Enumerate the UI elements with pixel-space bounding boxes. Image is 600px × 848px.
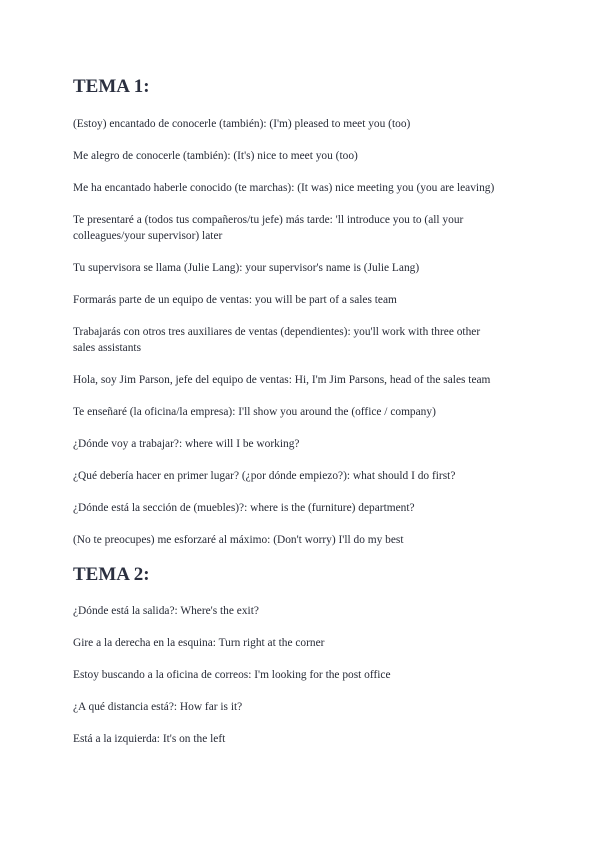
phrase-line: ¿Dónde voy a trabajar?: where will I be working? bbox=[73, 438, 300, 450]
phrase-line: Te enseñaré (la oficina/la empresa): I'll show you around the (office / company) bbox=[73, 406, 436, 418]
phrase-line: Te presentaré a (todos tus compañeros/tu jefe) más tarde: 'll introduce you to (all your bbox=[73, 214, 464, 226]
phrase-line: ¿Dónde está la sección de (muebles)?: where is the (furniture) department? bbox=[73, 502, 415, 514]
phrase-line: Hola, soy Jim Parson, jefe del equipo de ventas: Hi, I'm Jim Parsons, head of the sales team bbox=[73, 374, 491, 386]
phrase-line: Estoy buscando a la oficina de correos: I'm looking for the post office bbox=[73, 669, 391, 681]
phrase-line: Me alegro de conocerle (también): (It's) nice to meet you (too) bbox=[73, 150, 358, 162]
phrase-line: Trabajarás con otros tres auxiliares de ventas (dependientes): you'll work with three other bbox=[73, 326, 481, 338]
phrase-line: ¿A qué distancia está?: How far is it? bbox=[73, 701, 243, 713]
phrase-line: (No te preocupes) me esforzaré al máximo: (Don't worry) I'll do my best bbox=[73, 534, 404, 546]
phrase-line: Formarás parte de un equipo de ventas: you will be part of a sales team bbox=[73, 294, 397, 306]
section-heading-tema-2: TEMA 2: bbox=[73, 564, 150, 585]
phrase-line: ¿Qué debería hacer en primer lugar? (¿por dónde empiezo?): what should I do first? bbox=[73, 470, 456, 482]
phrase-line-continuation: sales assistants bbox=[73, 342, 142, 354]
phrase-line: ¿Dónde está la salida?: Where's the exit? bbox=[73, 605, 259, 617]
phrase-line: Tu supervisora se llama (Julie Lang): your supervisor's name is (Julie Lang) bbox=[73, 262, 420, 274]
phrase-line-continuation: colleagues/your supervisor) later bbox=[73, 230, 223, 242]
phrase-line: Me ha encantado haberle conocido (te marchas): (It was) nice meeting you (you are leaving) bbox=[73, 182, 495, 194]
section-heading-tema-1: TEMA 1: bbox=[73, 76, 150, 97]
phrase-line: (Estoy) encantado de conocerle (también): (I'm) pleased to meet you (too) bbox=[73, 118, 411, 130]
phrase-line: Gire a la derecha en la esquina: Turn right at the corner bbox=[73, 637, 325, 649]
phrase-line: Está a la izquierda: It's on the left bbox=[73, 733, 226, 745]
